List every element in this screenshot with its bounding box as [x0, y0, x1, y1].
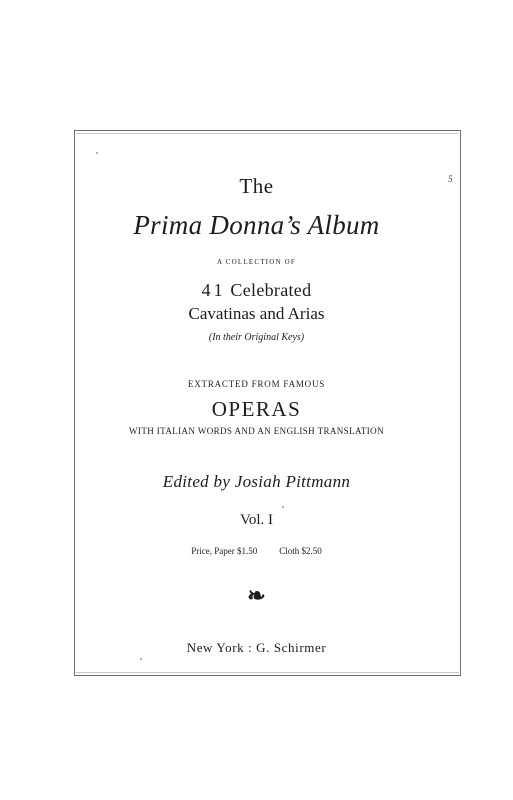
paper-speck	[96, 152, 98, 154]
collection-note: A COLLECTION OF	[216, 258, 297, 266]
margin-mark: 5	[448, 174, 453, 184]
publisher-imprint: New York : G. Schirmer	[186, 640, 327, 655]
title-article: The	[239, 174, 274, 198]
price-cloth: Cloth $2.50	[279, 546, 322, 556]
aria-count	[0, 280, 513, 301]
price-paper: Price, Paper $1.50	[191, 546, 258, 556]
aria-count-text: Celebrated	[230, 280, 312, 300]
extracted-note: EXTRACTED FROM FAMOUS	[187, 379, 326, 389]
editor-credit: Edited by Josiah Pittmann	[162, 472, 351, 491]
original-keys-note: (In their Original Keys)	[208, 332, 305, 343]
paper-speck	[140, 658, 142, 660]
album-title: Prima Donna’s Album	[133, 210, 380, 240]
price-line	[0, 546, 513, 556]
volume-number: Vol. I	[239, 512, 274, 528]
operas-heading: OPERAS	[211, 397, 302, 421]
translation-note: WITH ITALIAN WORDS AND AN ENGLISH TRANSLATION	[129, 426, 384, 436]
publisher-device-icon: ❧	[247, 583, 266, 608]
aria-count-number: 41	[201, 280, 226, 300]
cavatinas-line: Cavatinas and Arias	[188, 304, 325, 323]
paper-speck	[282, 506, 284, 508]
